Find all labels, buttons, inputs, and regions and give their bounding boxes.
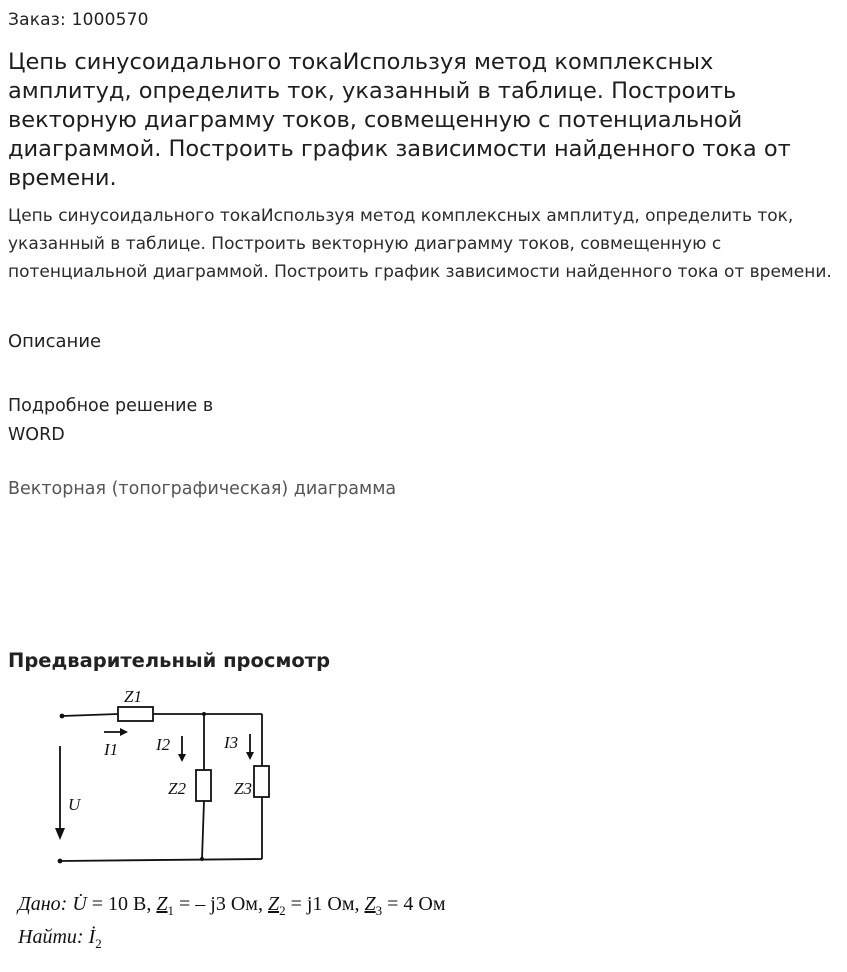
z1-label: Z1	[124, 687, 142, 706]
vector-diagram-caption: Векторная (топографическая) диаграмма	[8, 479, 397, 499]
description-label: Описание	[8, 331, 102, 352]
given-u-value: = 10 В,	[86, 893, 157, 915]
z3-label: Z3	[234, 779, 252, 798]
find-values	[18, 926, 102, 952]
word-solution-note: Подробное решение в WORD	[8, 396, 214, 445]
i3-label: I3	[224, 733, 239, 752]
z1-resistor	[118, 707, 153, 721]
given-z3-symbol: Z	[364, 893, 376, 915]
given-z3-value: = 4 Ом	[382, 893, 446, 915]
find-prefix: Найти:	[18, 926, 84, 948]
i1-arrow-head	[120, 728, 128, 736]
given-u-symbol: U̇	[72, 893, 87, 915]
find-symbol: İ	[88, 926, 96, 948]
i1-label: I1	[104, 740, 119, 759]
given-z2-value: = j1 Ом,	[285, 893, 365, 915]
given-z2-sub: 2	[279, 903, 286, 918]
u-arrow-head	[55, 828, 65, 840]
z2-resistor	[196, 770, 211, 801]
given-z2-symbol: Z	[267, 893, 280, 915]
find-sub: 2	[95, 936, 102, 951]
order-number: Заказ: 1000570	[8, 10, 149, 30]
given-prefix: Дано:	[18, 893, 68, 915]
i2-arrow-head	[178, 754, 186, 762]
given-values	[18, 893, 446, 919]
given-z1-sub: 1	[167, 903, 175, 918]
z3-resistor	[254, 766, 269, 797]
given-z1-value: = – j3 Ом,	[174, 893, 268, 915]
preview-heading: Предварительный просмотр	[8, 649, 331, 672]
i2-label: I2	[156, 735, 171, 754]
z2-label: Z2	[168, 779, 186, 798]
given-z1-symbol: Z	[156, 893, 168, 915]
i3-arrow-head	[246, 752, 254, 760]
given-z3-sub: 3	[375, 903, 383, 918]
circuit-diagram	[40, 682, 300, 872]
task-title: Цепь синусоидального токаИспользуя метод комплексных амплитуд, определить ток, указанный в таблице. Построить векторную диаграмму токов, совмещенную с потенциальной диаграммой. Построить график зависимости найденного тока от времени.	[8, 49, 791, 191]
task-description: Цепь синусоидального токаИспользуя метод комплексных амплитуд, определить ток, указанный в таблице. Построить векторную диаграмму токов, совмещенную с потенциальной диаграммой. Построить график зависимости найденного тока от времени.	[8, 206, 832, 282]
u-label: U	[68, 795, 81, 814]
